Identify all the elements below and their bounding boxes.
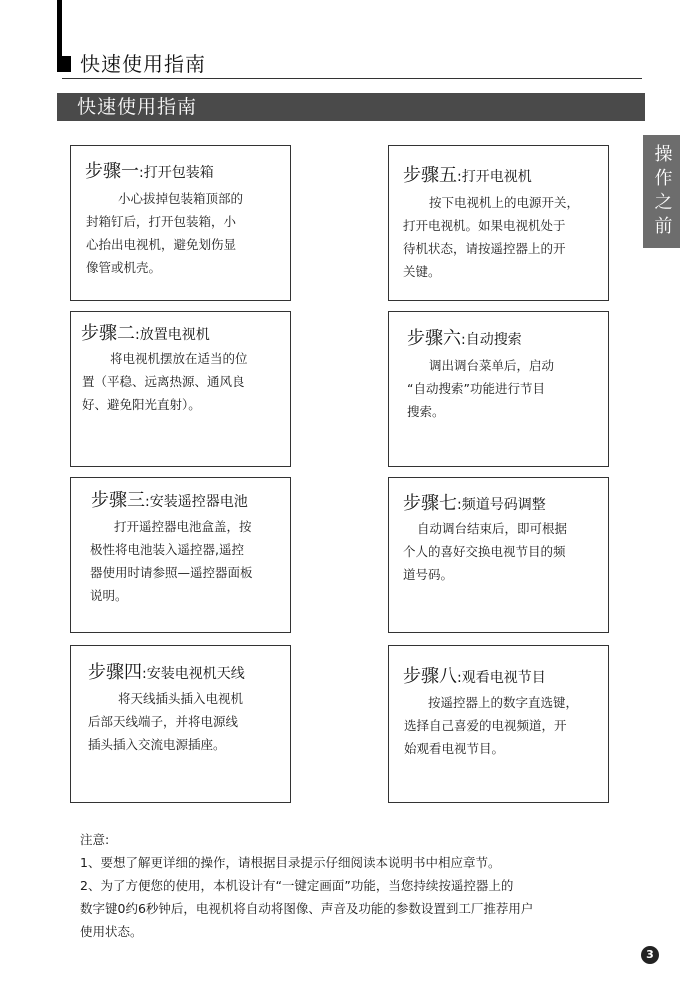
step-body — [86, 187, 243, 279]
side-chapter-tab-label: 操作之前 — [651, 143, 673, 240]
step-label: 步骤四 — [88, 662, 142, 683]
step-name: :频道号码调整 — [457, 497, 546, 513]
step-body — [404, 691, 578, 760]
header-square-marker — [57, 56, 71, 72]
step-box-7 — [388, 477, 609, 633]
step-box-6 — [388, 311, 609, 467]
step-name: :放置电视机 — [135, 327, 210, 343]
step-box-8 — [388, 645, 609, 803]
step-line: “自动搜索”功能进行节目 — [407, 381, 545, 396]
step-line: 调出调台菜单后，启动 — [429, 358, 555, 373]
step-name: :打开电视机 — [457, 169, 532, 185]
step-line: 好、避免阳光直射）。 — [82, 397, 201, 412]
step-line: 按下电视机上的电源开关， — [429, 195, 580, 210]
note-line: 1、要想了解更详细的操作，请根据目录提示仔细阅读本说明书中相应章节。 — [80, 855, 501, 870]
step-title — [407, 329, 522, 350]
step-body — [403, 517, 567, 586]
page-title: 快速使用指南 — [80, 52, 206, 76]
step-line: 极性将电池装入遥控器,遥控 — [90, 542, 244, 557]
step-label: 步骤八 — [403, 666, 457, 687]
step-line: 打开遥控器电池盒盖，按 — [114, 519, 252, 534]
step-line: 后部天线端子，并将电源线 — [88, 714, 239, 729]
step-line: 关键。 — [403, 264, 441, 279]
step-body — [403, 191, 579, 283]
side-chapter-tab — [643, 135, 680, 248]
step-name: :自动搜索 — [461, 332, 522, 348]
step-title — [91, 491, 248, 512]
step-line: 搜索。 — [407, 404, 445, 419]
step-name: :安装遥控器电池 — [145, 494, 248, 510]
note-line: 2、为了方便您的使用，本机设计有“一键定画面”功能，当您持续按遥控器上的 — [80, 878, 514, 893]
step-line: 自动调台结束后，即可根据 — [417, 521, 568, 536]
step-label: 步骤七 — [403, 493, 457, 514]
step-line: 道号码。 — [403, 567, 454, 582]
step-title — [88, 663, 245, 684]
step-line: 选择自己喜爱的电视频道，开 — [404, 718, 567, 733]
step-line: 个人的喜好交换电视节目的频 — [403, 544, 566, 559]
step-title — [85, 162, 214, 183]
page-number-badge: 3 — [641, 946, 659, 964]
step-body — [407, 354, 554, 423]
step-name: :观看电视节目 — [457, 670, 546, 686]
step-line: 置（平稳、远离热源、通风良 — [82, 374, 245, 389]
step-box-4 — [70, 645, 291, 803]
header-vertical-bar — [57, 0, 62, 58]
step-label: 步骤五 — [403, 165, 457, 186]
step-label: 步骤三 — [91, 490, 145, 511]
step-box-5 — [388, 145, 609, 301]
step-line: 像管或机壳。 — [86, 260, 162, 275]
step-line: 小心拔掉包装箱顶部的 — [118, 191, 244, 206]
step-title — [403, 667, 546, 688]
notes-heading: 注意: — [80, 832, 110, 847]
step-line: 待机状态，请按遥控器上的开 — [403, 241, 566, 256]
step-label: 步骤六 — [407, 328, 461, 349]
step-box-1 — [70, 145, 291, 301]
step-body — [88, 687, 243, 756]
step-line: 器使用时请参照—遥控器面板 — [90, 565, 253, 580]
step-line: 将天线插头插入电视机 — [118, 691, 244, 706]
header-rule — [62, 78, 642, 79]
section-band — [57, 93, 645, 121]
step-name: :安装电视机天线 — [142, 666, 245, 682]
step-line: 始观看电视节目。 — [404, 741, 505, 756]
step-name: :打开包装箱 — [139, 165, 214, 181]
step-line: 插头插入交流电源插座。 — [88, 737, 226, 752]
notes-section — [80, 828, 533, 943]
note-line: 使用状态。 — [80, 924, 143, 939]
step-label: 步骤一 — [85, 161, 139, 182]
step-line: 按遥控器上的数字直选键， — [428, 695, 579, 710]
step-line: 说明。 — [90, 588, 128, 603]
step-title — [81, 324, 210, 345]
step-body — [90, 515, 253, 607]
step-line: 打开电视机。如果电视机处于 — [403, 218, 566, 233]
note-line: 数字键0约6秒钟后，电视机将自动将图像、声音及功能的参数设置到工厂推荐用户 — [80, 901, 534, 916]
step-title — [403, 166, 532, 187]
step-title — [403, 494, 546, 515]
step-line: 封箱钉后，打开包装箱，小 — [86, 214, 237, 229]
step-line: 将电视机摆放在适当的位 — [110, 351, 248, 366]
step-box-3 — [70, 477, 291, 633]
step-box-2 — [70, 311, 291, 467]
section-band-title: 快速使用指南 — [77, 96, 198, 118]
step-label: 步骤二 — [81, 323, 135, 344]
step-body — [82, 347, 248, 416]
step-line: 心抬出电视机，避免划伤显 — [86, 237, 237, 252]
